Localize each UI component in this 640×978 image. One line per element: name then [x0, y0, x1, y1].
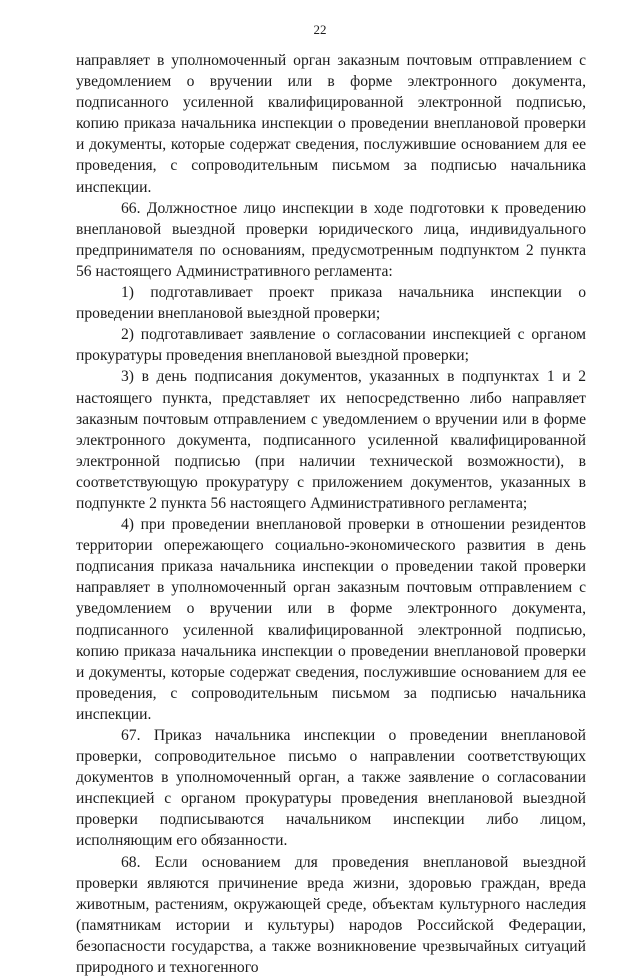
paragraph-66-item-2: 2) подготавливает заявление о согласовании инспекцией с органом прокуратуры проведения внеплановой выездной проверки; [76, 326, 586, 365]
paragraph-67: 67. Приказ начальника инспекции о проведении внеплановой проверки, сопроводительное письмо о направлении соответствующих документов в уполномоченный орган, а также заявление о согласовании инспекцией с органом прокуратуры проведения внеплановой выездной проверки подписываются начальником инспекции либо лицом, исполняющим его обязанности. [76, 727, 586, 850]
paragraph-continuation: направляет в уполномоченный орган заказным почтовым отправлением с уведомлением о вручении или в форме электронного документа, подписанного усиленной квалифицированной электронной подписью, копию приказа начальника инспекции о проведении внеплановой проверки и документы, которые содержат сведения, послужившие основанием для ее проведения, с сопроводительным письмом за подписью начальника инспекции. [76, 52, 586, 196]
page-number: 22 [313, 22, 327, 37]
paragraph-66-item-4: 4) при проведении внеплановой проверки в отношении резидентов территории опережающего социально-экономического развития в день подписания приказа начальника инспекции о проведении такой проверки направляет в уполномоченный орган заказным почтовым отправлением с уведомлением о вручении или в форме электронного документа, подписанного усиленной квалифицированной электронной подписью, копию приказа начальника инспекции о проведении внеплановой проверки и документы, которые содержат сведения, послужившие основанием для ее проведения, с сопроводительным письмом за подписью начальника инспекции. [76, 516, 586, 723]
paragraph-66-item-1: 1) подготавливает проект приказа начальника инспекции о проведении внеплановой выездной проверки; [76, 284, 586, 323]
paragraph-68: 68. Если основанием для проведения внеплановой выездной проверки являются причинение вреда жизни, здоровью граждан, вреда животным, растениям, окружающей среде, объектам культурного наследия (памятникам истории и культуры) народов Российской Федерации, безопасности государства, а также возникновение чрезвычайных ситуаций природного и техногенного [76, 853, 586, 977]
paragraph-66-item-3: 3) в день подписания документов, указанных в подпунктах 1 и 2 настоящего пункта, представляет их непосредственно либо направляет заказным почтовым отправлением с уведомлением о вручении или в форме электронного документа, подписанного усиленной квалифицированной электронной подписью (при наличии технической возможности), в соответствующую прокуратуру с приложением документов, указанных в подпункте 2 пункта 56 настоящего Административного регламента; [76, 368, 586, 512]
paragraph-66: 66. Должностное лицо инспекции в ходе подготовки к проведению внеплановой выездной проверки юридического лица, индивидуального предпринимателя по основаниям, предусмотренным подпунктом 2 пункта 56 настоящего Административного регламента: [76, 199, 586, 280]
document-body [76, 50, 586, 978]
